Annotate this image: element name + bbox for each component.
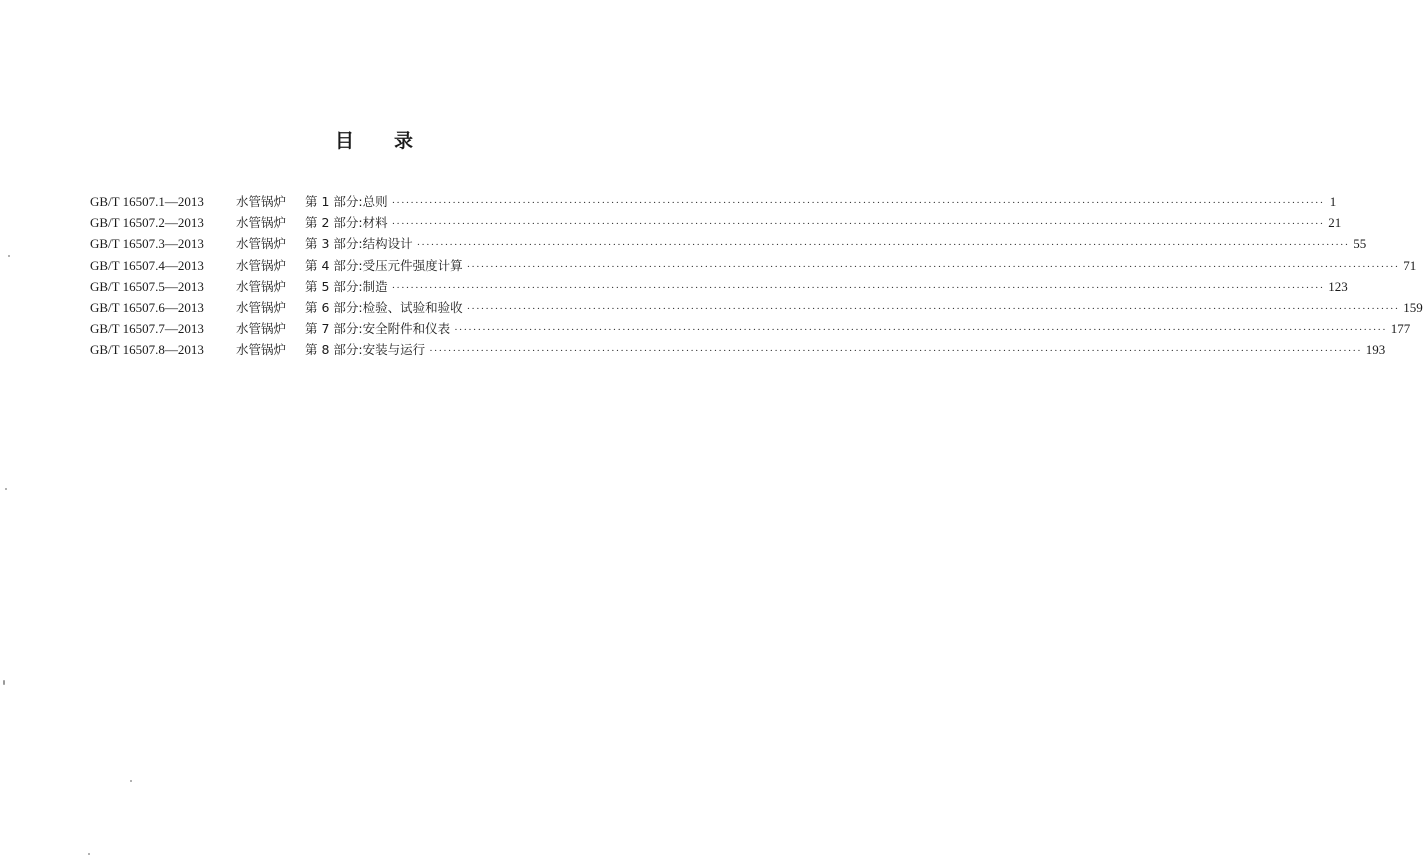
dot-leader: ········································································································································································································ — [391, 281, 1325, 294]
page-number: 1 — [1329, 194, 1337, 209]
standard-code: GB/T 16507.6—2013 — [90, 299, 204, 315]
series-title: 水管锅炉 — [236, 299, 287, 315]
toc-entry[interactable] — [90, 277, 1348, 298]
page-number: 71 — [1403, 257, 1417, 273]
series-title: 水管锅炉 — [236, 321, 287, 337]
part-title: 第 4 部分:受压元件强度计算 — [305, 257, 463, 273]
part-title: 第 5 部分:制造 — [305, 278, 388, 294]
dot-leader: ········································································································································································································ — [466, 302, 1400, 315]
series-title: 水管锅炉 — [236, 278, 287, 294]
series-title: 水管锅炉 — [236, 257, 287, 273]
scan-speck — [3, 680, 5, 685]
page-number: 55 — [1353, 236, 1367, 252]
part-title: 第 1 部分:总则 — [305, 194, 388, 209]
series-title: 水管锅炉 — [236, 194, 287, 209]
page-number: 159 — [1403, 299, 1423, 315]
dot-leader: ········································································································································································································ — [454, 324, 1387, 337]
page-title-char: 录 — [394, 130, 414, 152]
dot-leader: ········································································································································································································ — [466, 260, 1400, 273]
toc-entry[interactable] — [90, 213, 1342, 234]
table-of-contents — [90, 192, 1423, 362]
page-number: 177 — [1390, 321, 1411, 337]
page-number: 123 — [1328, 278, 1348, 294]
standard-code: GB/T 16507.8—2013 — [90, 342, 204, 358]
scan-speck — [130, 780, 132, 782]
standard-code: GB/T 16507.5—2013 — [90, 278, 204, 294]
scan-speck — [8, 255, 10, 257]
part-title: 第 2 部分:材料 — [305, 215, 388, 231]
page-title — [0, 126, 748, 153]
series-title: 水管锅炉 — [236, 236, 287, 252]
scan-speck — [5, 488, 7, 490]
dot-leader: ········································································································································································································ — [391, 218, 1325, 231]
part-title: 第 6 部分:检验、试验和验收 — [305, 299, 463, 315]
toc-entry[interactable] — [90, 256, 1417, 277]
series-title: 水管锅炉 — [236, 342, 287, 358]
part-title: 第 7 部分:安全附件和仪表 — [305, 321, 451, 337]
scan-speck — [88, 853, 90, 855]
standard-code: GB/T 16507.4—2013 — [90, 257, 204, 273]
dot-leader: ········································································································································································································ — [429, 345, 1362, 358]
toc-entry[interactable] — [90, 298, 1423, 319]
part-title: 第 3 部分:结构设计 — [305, 236, 413, 252]
standard-code: GB/T 16507.3—2013 — [90, 236, 204, 252]
page-title-char: 目 — [334, 130, 354, 152]
standard-code: GB/T 16507.2—2013 — [90, 215, 204, 231]
series-title: 水管锅炉 — [236, 215, 287, 231]
standard-code: GB/T 16507.7—2013 — [90, 321, 204, 337]
toc-entry[interactable] — [90, 234, 1367, 255]
dot-leader: ········································································································································································································ — [391, 197, 1325, 209]
standard-code: GB/T 16507.1—2013 — [90, 194, 204, 209]
toc-entry[interactable] — [90, 319, 1411, 340]
part-title: 第 8 部分:安装与运行 — [305, 342, 426, 358]
page-number: 21 — [1328, 215, 1342, 231]
dot-leader: ········································································································································································································ — [416, 239, 1350, 252]
page-number: 193 — [1365, 342, 1386, 358]
toc-entry[interactable] — [90, 340, 1386, 361]
toc-entry[interactable] — [90, 192, 1337, 213]
